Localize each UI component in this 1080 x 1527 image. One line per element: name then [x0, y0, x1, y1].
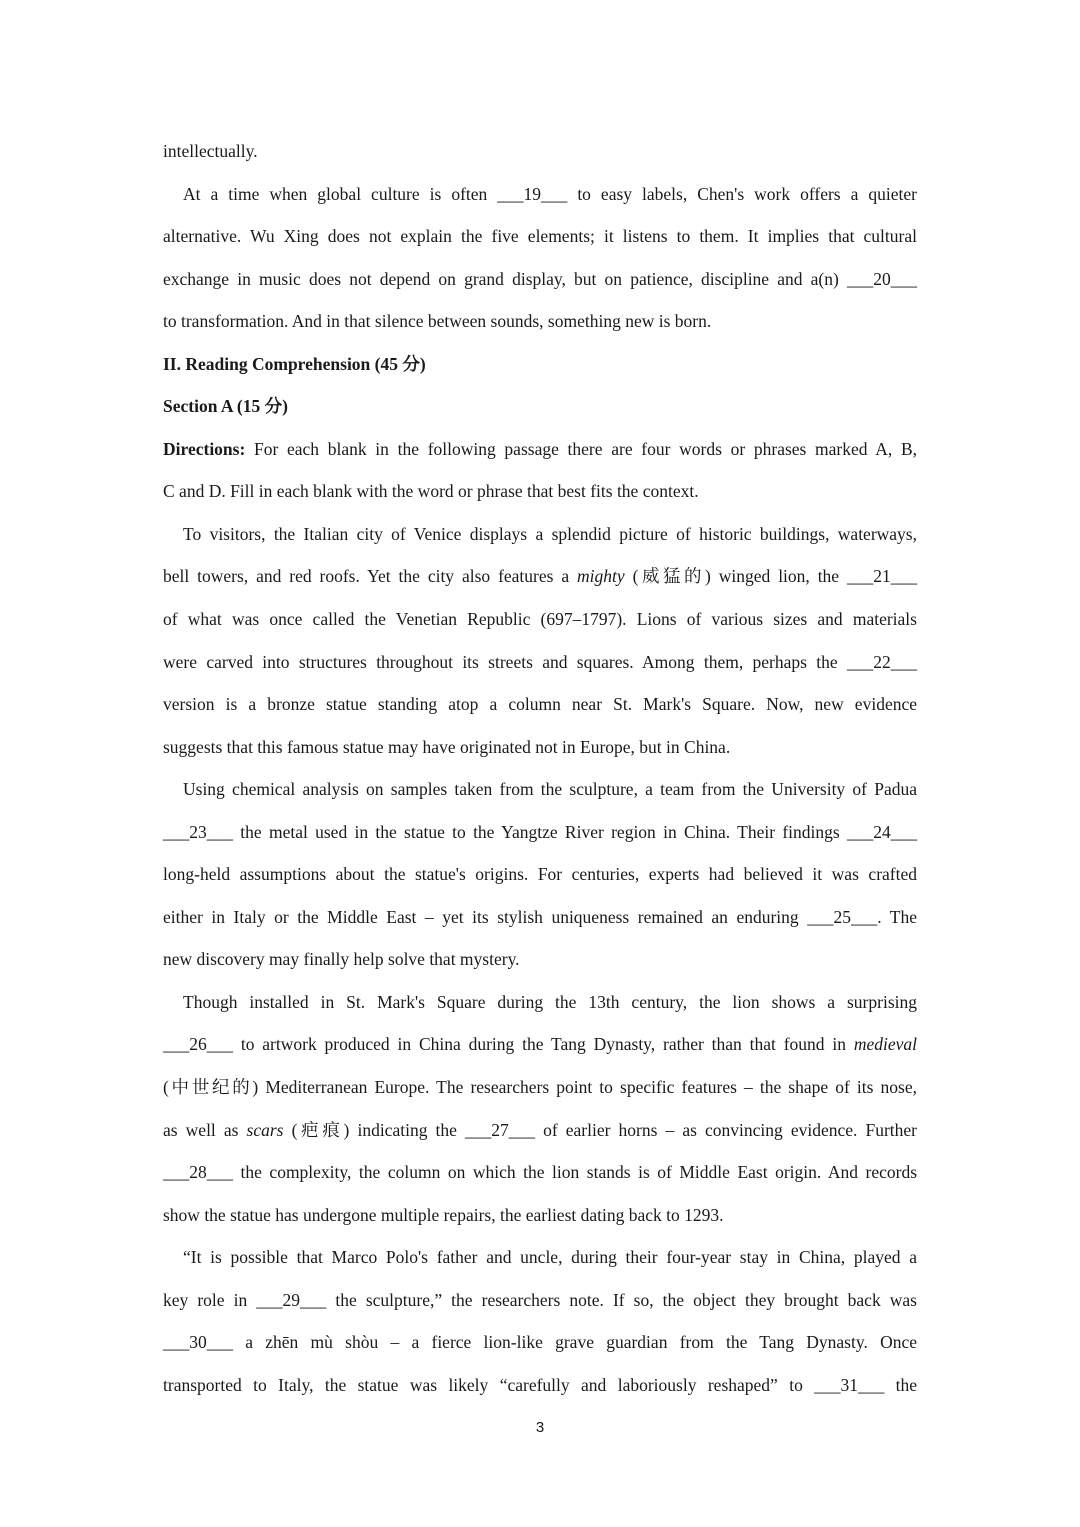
text-line	[163, 513, 917, 556]
text-line	[163, 1236, 917, 1279]
line-text: intellectually.	[163, 141, 258, 161]
text-line	[163, 683, 917, 726]
text-line	[163, 853, 917, 896]
line-text: “It is possible that Marco Polo's father and uncle, during their four-year stay in China, played a	[183, 1247, 917, 1268]
text-line	[163, 258, 917, 301]
line-text: ___28___ the complexity, the column on which the lion stands is of Middle East origin. And records	[163, 1162, 917, 1183]
italic-term: scars	[246, 1119, 284, 1140]
line-text: ___23___ the metal used in the statue to the Yangtze River region in China. Their findings ___24___	[163, 821, 917, 842]
line-text-continued: (疤痕) indicating the ___27___ of earlier horns – as convincing evidence. Further	[283, 1119, 917, 1140]
line-text: key role in ___29___ the sculpture,” the researchers note. If so, the object they brought back was	[163, 1289, 917, 1310]
line-text: ___30___ a zhēn mù shòu – a fierce lion-like grave guardian from the Tang Dynasty. Once	[163, 1332, 917, 1353]
line-text: show the statue has undergone multiple repairs, the earliest dating back to 1293.	[163, 1204, 724, 1225]
directions-label: Directions:	[163, 438, 246, 459]
line-text: as well as	[163, 1119, 247, 1140]
line-text: II. Reading Comprehension (45 分)	[163, 353, 426, 374]
text-line	[163, 173, 917, 216]
line-text: ___26___ to artwork produced in China during the Tang Dynasty, rather than that found in	[163, 1034, 854, 1055]
line-text-continued: (威猛的) winged lion, the ___21___	[624, 566, 917, 587]
line-text: Though installed in St. Mark's Square during the 13th century, the lion shows a surprising	[183, 991, 917, 1012]
line-text: (中世纪的) Mediterranean Europe. The researchers point to specific features – the shape of its nose,	[163, 1077, 917, 1098]
italic-term: mighty	[577, 566, 625, 587]
section-heading	[163, 343, 917, 386]
text-line	[163, 981, 917, 1024]
text-line	[163, 300, 917, 343]
text-line	[163, 1364, 917, 1407]
text-line	[163, 1109, 917, 1152]
text-line	[163, 1023, 917, 1066]
line-text: suggests that this famous statue may have originated not in Europe, but in China.	[163, 736, 731, 757]
text-line	[163, 1194, 917, 1237]
text-line	[163, 470, 917, 513]
text-line	[163, 1279, 917, 1322]
line-text: Using chemical analysis on samples taken from the sculpture, a team from the University of Padua	[183, 779, 917, 800]
line-text: new discovery may finally help solve that mystery.	[163, 949, 520, 970]
text-line	[163, 726, 917, 769]
text-line	[163, 938, 917, 981]
line-text: exchange in music does not depend on grand display, but on patience, discipline and a(n) ___20___	[163, 268, 917, 289]
text-line	[163, 768, 917, 811]
line-text: C and D. Fill in each blank with the word or phrase that best fits the context.	[163, 481, 699, 502]
line-text: For each blank in the following passage there are four words or phrases marked A, B,	[245, 438, 917, 459]
line-text: were carved into structures throughout its streets and squares. Among them, perhaps the ___22___	[163, 651, 917, 672]
text-line	[163, 1321, 917, 1364]
text-line	[163, 1151, 917, 1194]
text-line	[163, 896, 917, 939]
line-text: alternative. Wu Xing does not explain the five elements; it listens to them. It implies that cultural	[163, 226, 917, 247]
text-line	[163, 215, 917, 258]
page-number: 3	[535, 1419, 545, 1436]
text-line	[163, 811, 917, 854]
text-line	[163, 428, 917, 471]
text-line	[163, 555, 917, 598]
line-text: long-held assumptions about the statue's origins. For centuries, experts had believed it was crafted	[163, 864, 917, 885]
section-heading	[163, 385, 917, 428]
text-line	[163, 641, 917, 684]
text-line	[163, 598, 917, 641]
line-text: transported to Italy, the statue was likely “carefully and laboriously reshaped” to ___31___ the	[163, 1374, 917, 1395]
document-body	[163, 130, 917, 1406]
line-text: version is a bronze statue standing atop a column near St. Mark's Square. Now, new evidence	[163, 694, 917, 715]
line-text: At a time when global culture is often ___19___ to easy labels, Chen's work offers a quieter	[183, 183, 917, 204]
text-line	[163, 130, 917, 173]
line-text: of what was once called the Venetian Republic (697–1797). Lions of various sizes and materials	[163, 609, 917, 630]
line-text: either in Italy or the Middle East – yet its stylish uniqueness remained an enduring ___25___. The	[163, 906, 917, 927]
line-text: Section A (15 分)	[163, 396, 288, 417]
text-line	[163, 1066, 917, 1109]
line-text: bell towers, and red roofs. Yet the city also features a	[163, 566, 578, 587]
line-text: To visitors, the Italian city of Venice displays a splendid picture of historic buildings, waterways,	[183, 523, 917, 544]
line-text: to transformation. And in that silence between sounds, something new is born.	[163, 311, 712, 332]
italic-term: medieval	[853, 1034, 917, 1055]
